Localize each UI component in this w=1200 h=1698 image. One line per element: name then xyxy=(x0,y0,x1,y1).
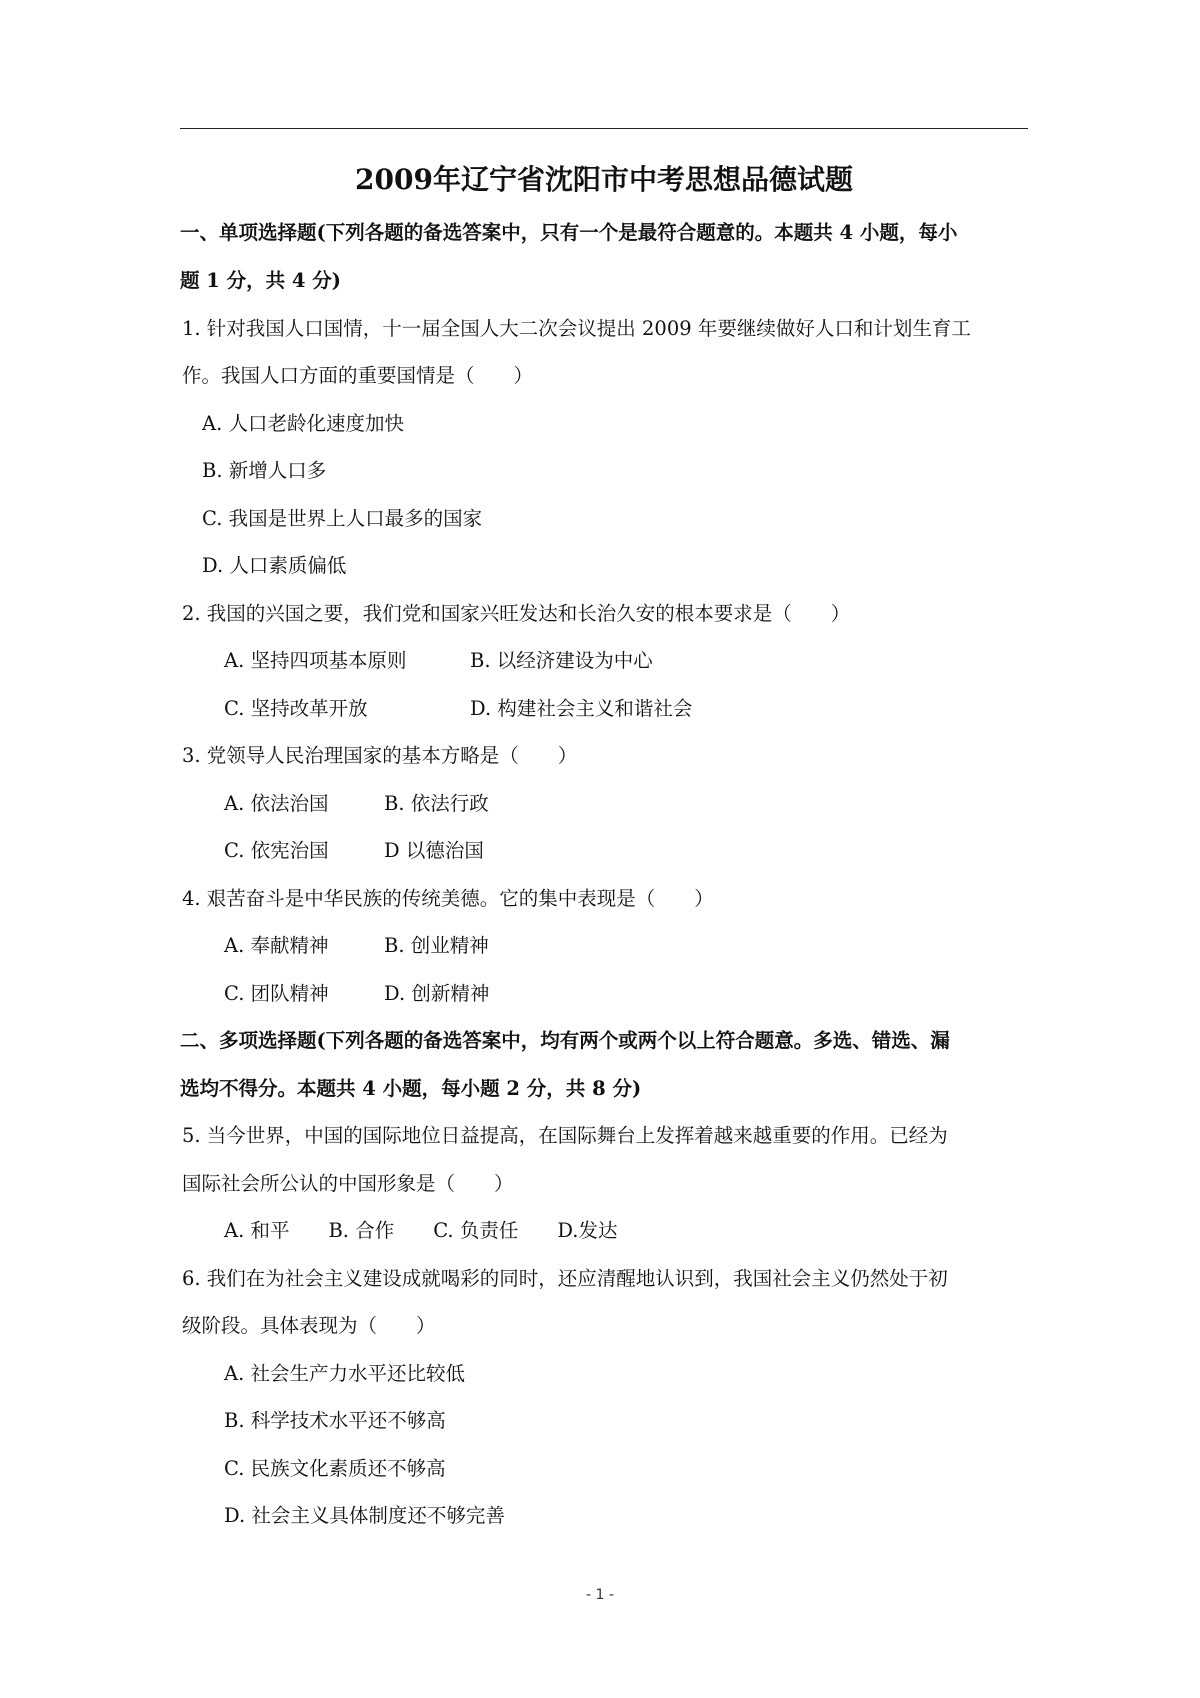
q3-options-row2 xyxy=(224,839,484,862)
q2-options-row1 xyxy=(224,649,653,672)
q4-option-a: A. 奉献精神 xyxy=(224,934,329,957)
q5-stem-line2: 国际社会所公认的中国形象是（ ） xyxy=(182,1172,514,1195)
q6-stem-line2: 级阶段。具体表现为（ ） xyxy=(182,1314,436,1337)
q2-option-d: D. 构建社会主义和谐社会 xyxy=(470,697,693,720)
q1-option-a: A. 人口老龄化速度加快 xyxy=(202,412,404,435)
q5-options: A. 和平 B. 合作 C. 负责任 D.发达 xyxy=(224,1219,618,1242)
q6-option-a: A. 社会生产力水平还比较低 xyxy=(224,1362,465,1385)
page-number: - 1 - xyxy=(586,1587,614,1603)
q4-option-d: D. 创新精神 xyxy=(384,982,490,1005)
q4-options-row1 xyxy=(224,934,489,957)
section2-heading-line2: 选均不得分。本题共 4 小题，每小题 2 分，共 8 分) xyxy=(180,1077,642,1100)
section1-heading-line1: 一、单项选择题(下列各题的备选答案中，只有一个是最符合题意的。本题共 4 小题，每小 xyxy=(180,221,958,244)
q1-stem-line2: 作。我国人口方面的重要国情是（ ） xyxy=(182,364,534,387)
q1-option-d: D. 人口素质偏低 xyxy=(202,554,347,577)
q3-option-c: C. 依宪治国 xyxy=(224,839,329,862)
q5-stem-line1: 5. 当今世界，中国的国际地位日益提高，在国际舞台上发挥着越来越重要的作用。已经为 xyxy=(182,1124,948,1147)
q6-stem-line1: 6. 我们在为社会主义建设成就喝彩的同时，还应清醒地认识到，我国社会主义仍然处于初 xyxy=(182,1267,948,1290)
q4-option-c: C. 团队精神 xyxy=(224,982,329,1005)
header-rule xyxy=(180,128,1028,129)
q2-stem: 2. 我国的兴国之要，我们党和国家兴旺发达和长治久安的根本要求是（ ） xyxy=(182,602,851,625)
q4-option-b: B. 创业精神 xyxy=(384,934,489,957)
q3-option-d: D 以德治国 xyxy=(384,839,484,862)
q1-option-c: C. 我国是世界上人口最多的国家 xyxy=(202,507,483,530)
section2-heading-line1: 二、多项选择题(下列各题的备选答案中，均有两个或两个以上符合题意。多选、错选、漏 xyxy=(180,1029,950,1052)
q2-options-row2 xyxy=(224,697,693,720)
q6-option-d: D. 社会主义具体制度还不够完善 xyxy=(224,1504,505,1527)
q6-option-c: C. 民族文化素质还不够高 xyxy=(224,1457,446,1480)
q2-option-a: A. 坚持四项基本原则 xyxy=(224,649,407,672)
page-title: 2009年辽宁省沈阳市中考思想品德试题 xyxy=(355,163,853,196)
q1-option-b: B. 新增人口多 xyxy=(202,459,327,482)
q2-option-c: C. 坚持改革开放 xyxy=(224,697,368,720)
q1-stem-line1: 1. 针对我国人口国情，十一届全国人大二次会议提出 2009 年要继续做好人口和计划生育工 xyxy=(182,317,971,340)
q3-option-b: B. 依法行政 xyxy=(384,792,489,815)
q3-options-row1 xyxy=(224,792,489,815)
q3-option-a: A. 依法治国 xyxy=(224,792,329,815)
q3-stem: 3. 党领导人民治理国家的基本方略是（ ） xyxy=(182,744,578,767)
q6-option-b: B. 科学技术水平还不够高 xyxy=(224,1409,446,1432)
q2-option-b: B. 以经济建设为中心 xyxy=(470,649,653,672)
q4-stem: 4. 艰苦奋斗是中华民族的传统美德。它的集中表现是（ ） xyxy=(182,887,714,910)
q4-options-row2 xyxy=(224,982,490,1005)
section1-heading-line2: 题 1 分，共 4 分) xyxy=(180,269,342,292)
